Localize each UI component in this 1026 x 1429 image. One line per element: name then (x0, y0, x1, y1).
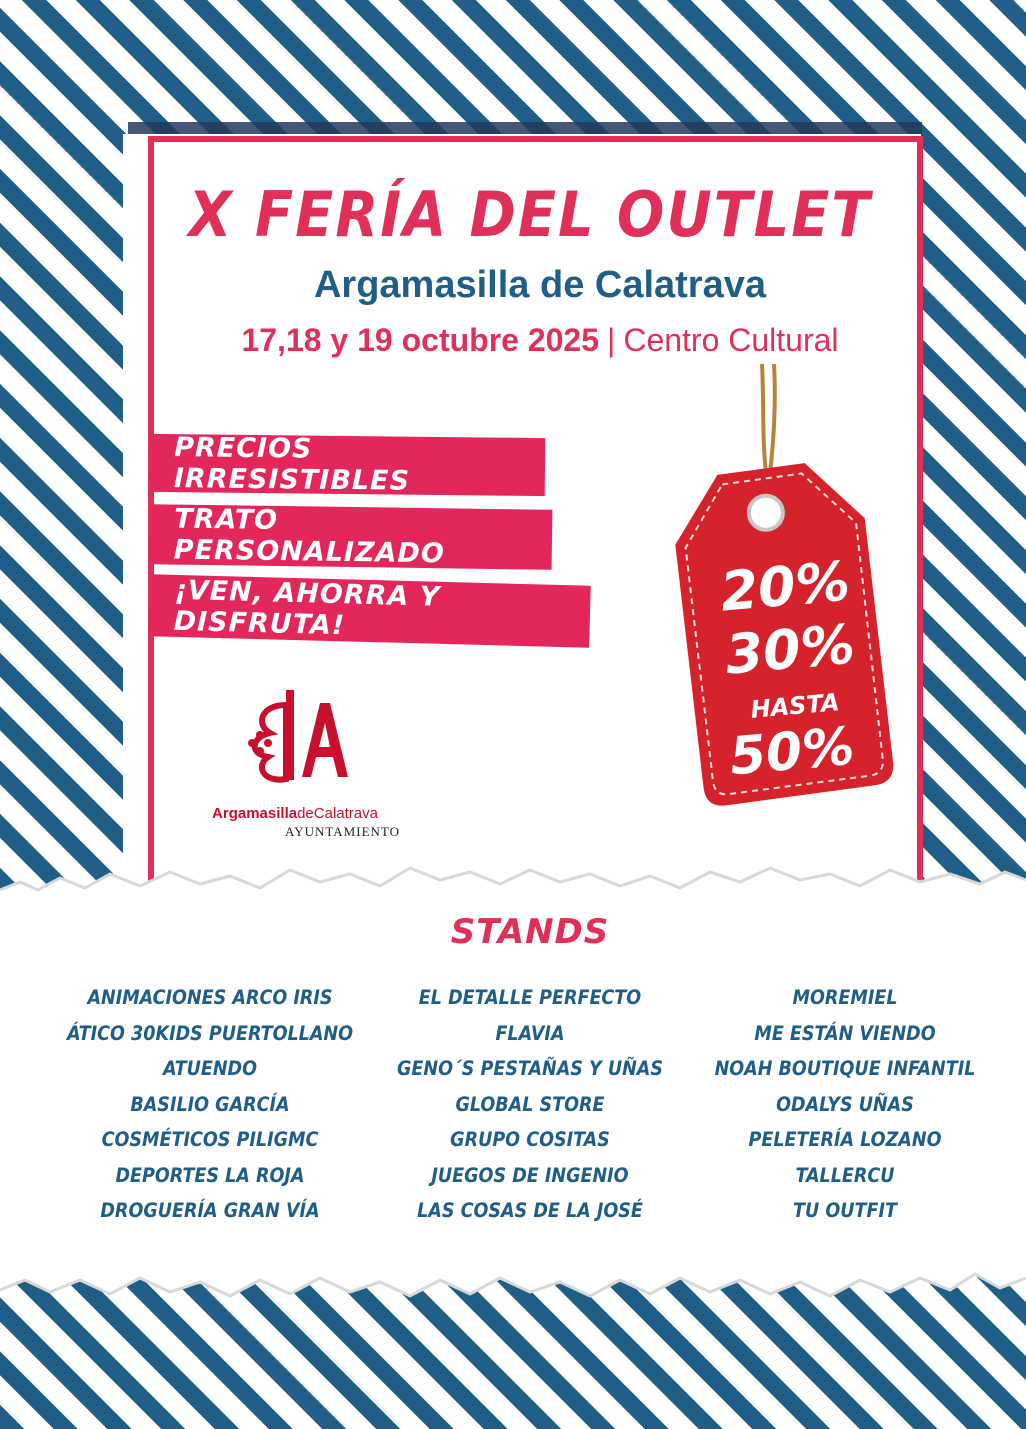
stands-column-3 (680, 980, 1010, 1229)
stand-item: ME ESTÁN VIENDO (754, 1021, 936, 1045)
stand-item: DEPORTES LA ROJA (115, 1163, 305, 1187)
discount-30: 30% (722, 612, 858, 687)
stand-item: JUEGOS DE INGENIO (431, 1163, 629, 1187)
stand-item: MOREMIEL (792, 986, 898, 1009)
stand-item: COSMÉTICOS PILIGMC (101, 1128, 319, 1151)
tag-hole (747, 494, 784, 531)
discount-20: 20% (717, 549, 853, 624)
logo-name-bold: Argamasilla (212, 805, 298, 822)
stands-column-1 (40, 980, 380, 1229)
stand-item: TALLERCU (795, 1163, 895, 1187)
stand-item: GLOBAL STORE (455, 1092, 605, 1116)
stand-item: NOAH BOUTIQUE INFANTIL (714, 1057, 976, 1080)
logo-name-regular: deCalatrava (297, 805, 378, 822)
date-separator: | (607, 322, 616, 358)
stand-item: LAS COSAS DE LA JOSÉ (417, 1199, 643, 1222)
logo-name (190, 805, 400, 822)
stand-item: ODALYS UÑAS (776, 1092, 914, 1116)
banner-slogan: ¡VEN, AHORRA Y DISFRUTA! (149, 574, 590, 647)
stand-item: PELETERÍA LOZANO (748, 1128, 942, 1151)
discount-upto-label: HASTA (749, 688, 841, 724)
banner-prices: PRECIOS IRRESISTIBLES (150, 434, 546, 496)
date-line (160, 322, 920, 359)
stand-item: ANIMACIONES ARCO IRIS (87, 986, 333, 1009)
logo-subtitle: AYUNTAMIENTO (285, 824, 400, 839)
discount-50: 50% (727, 716, 857, 788)
stand-item: DROGUERÍA GRAN VÍA (100, 1199, 320, 1222)
town-emblem-icon (190, 685, 410, 800)
poster-subtitle: Argamasilla de Calatrava (313, 264, 766, 306)
stands-column-2 (360, 980, 700, 1229)
town-council-logo (190, 685, 410, 855)
banner-treatment: TRATO PERSONALIZADO (150, 504, 553, 570)
stands-title: STANDS (450, 912, 610, 952)
poster-title: X FERÍA DEL OUTLET (188, 178, 872, 251)
stand-item: TU OUTFIT (793, 1199, 897, 1222)
stand-item: GRUPO COSITAS (450, 1128, 610, 1151)
stand-item: ÁTICO 30KIDS PUERTOLLANO (66, 1021, 354, 1045)
stand-item: ATUENDO (162, 1057, 258, 1080)
event-place: Centro Cultural (623, 322, 839, 358)
stand-item: GENO´S PESTAÑAS Y UÑAS (397, 1057, 663, 1080)
stand-item: EL DETALLE PERFECTO (418, 986, 642, 1009)
stand-item: FLAVIA (495, 1021, 565, 1045)
stand-item: BASILIO GARCÍA (130, 1092, 290, 1116)
event-dates: 17,18 y 19 octubre 2025 (241, 322, 600, 358)
tag-string (762, 364, 766, 472)
tag-string (770, 364, 775, 472)
